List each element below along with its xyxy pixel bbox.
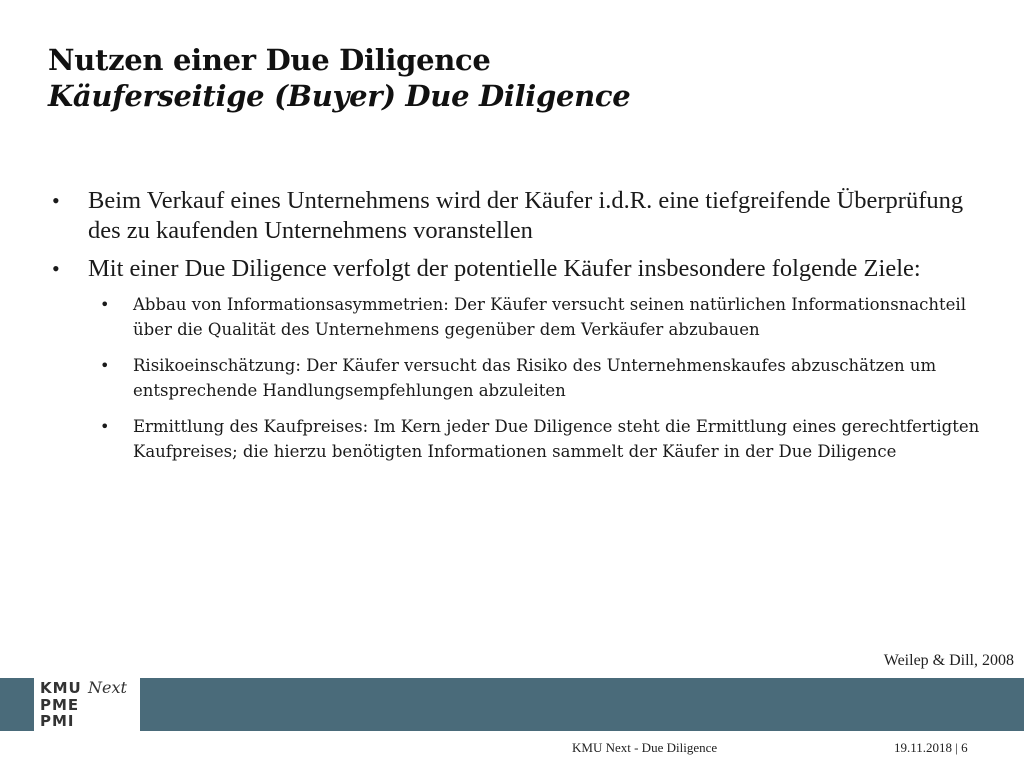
bullet-dot-icon: • [52, 256, 60, 281]
logo-line-pmi: PMI [40, 712, 75, 730]
sub-bullet-text: Ermittlung des Kaufpreises: Im Kern jeder Due Diligence steht die Ermittlung eines gerechtfertigten Kaufpreises; die hierzu benötigten Informationen sammelt der Käufer in der Due Diligence [133, 417, 980, 461]
sub-bullet-text: Risikoeinschätzung: Der Käufer versucht das Risiko des Unternehmenskaufes abzuschätzen um entsprechende Handlungsempfehlungen abzuleiten [133, 356, 937, 400]
logo-next: Next [88, 678, 127, 697]
bullet-item [48, 186, 998, 246]
kmu-next-logo [34, 678, 140, 731]
logo-line-pme: PME [40, 695, 80, 714]
footer-date-page: 19.11.2018 | 6 [894, 740, 968, 755]
sub-bullet-item [88, 414, 998, 464]
footer-band [0, 678, 1024, 731]
slide-content [48, 186, 998, 475]
bullet-item [48, 254, 998, 464]
bullet-text: Beim Verkauf eines Unternehmens wird der Käufer i.d.R. eine tiefgreifende Überprüfung des zu kaufenden Unternehmens voranstellen [88, 187, 964, 244]
bullet-dot-icon: • [100, 295, 110, 314]
logo-line-kmu: KMU [40, 679, 82, 697]
slide-title: Nutzen einer Due Diligence [48, 43, 491, 77]
slide-subtitle: Käuferseitige (Buyer) Due Diligence [48, 79, 631, 113]
bullet-dot-icon: • [100, 356, 110, 375]
footer-title: KMU Next - Due Diligence [572, 740, 718, 755]
bullet-dot-icon: • [52, 188, 60, 213]
sub-bullet-item [88, 292, 998, 342]
sub-bullet-text: Abbau von Informationsasymmetrien: Der Käufer versucht seinen natürlichen Informationsnachteil über die Qualität des Unternehmens gegenüber dem Verkäufer abzubauen [133, 295, 966, 339]
bullet-list [48, 186, 998, 464]
sub-bullet-list [88, 292, 998, 464]
logo-text [40, 680, 82, 730]
sub-bullet-item [88, 353, 998, 403]
citation: Weilep & Dill, 2008 [883, 652, 1014, 669]
bullet-dot-icon: • [100, 417, 110, 436]
bullet-text: Mit einer Due Diligence verfolgt der potentielle Käufer insbesondere folgende Ziele: [88, 255, 921, 282]
title-block [48, 42, 988, 114]
